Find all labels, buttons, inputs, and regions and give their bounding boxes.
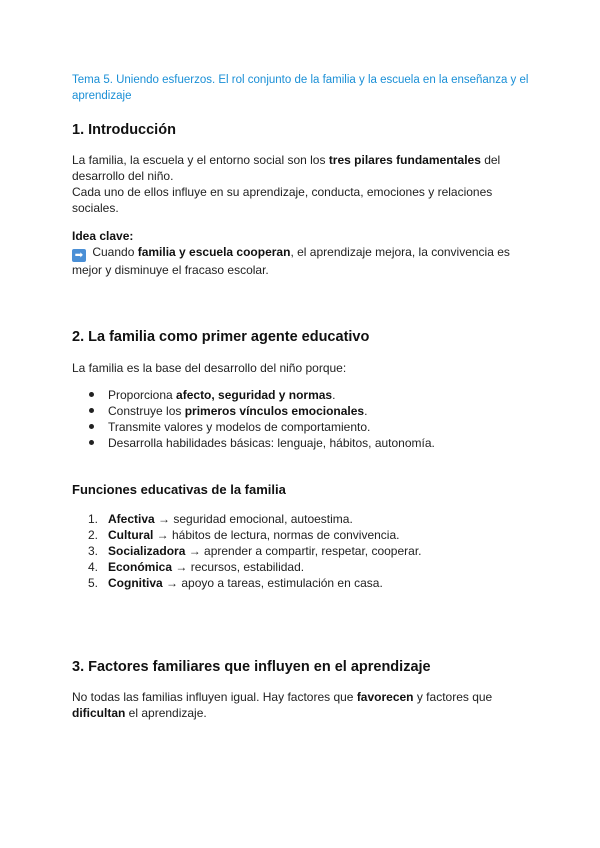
list-item: 2. Cultural → hábitos de lectura, normas de convivencia. <box>88 528 400 542</box>
section-3-heading: 3. Factores familiares que influyen en el aprendizaje <box>72 659 431 675</box>
bullet-list <box>72 387 528 451</box>
list-item: Transmite valores y modelos de comportamiento. <box>72 419 528 435</box>
list-item: Desarrolla habilidades básicas: lenguaje, hábitos, autonomía. <box>72 435 528 451</box>
bullet-icon <box>89 392 94 397</box>
idea-clave-label: Idea clave: <box>72 229 134 243</box>
functions-list <box>72 511 528 591</box>
section-1-heading: 1. Introducción <box>72 122 176 138</box>
arrow-right-icon: ➡ <box>72 249 86 262</box>
intro-paragraph-2: Cada uno de ellos influye en su aprendizaje, conducta, emociones y relaciones sociales. <box>72 185 493 215</box>
list-item: 1. Afectiva → seguridad emocional, autoestima. <box>88 512 353 526</box>
intro-paragraph-1: La familia, la escuela y el entorno social son los tres pilares fundamentales del desarrollo del niño. <box>72 153 501 183</box>
bullet-icon <box>89 408 94 413</box>
bullet-icon <box>89 424 94 429</box>
section-2-intro: La familia es la base del desarrollo del niño porque: <box>72 361 347 375</box>
functions-subheading: Funciones educativas de la familia <box>72 482 286 497</box>
document-header: Tema 5. Uniendo esfuerzos. El rol conjunto de la familia y la escuela en la enseñanza y el aprendizaje <box>72 74 529 102</box>
list-item: Proporciona afecto, seguridad y normas. <box>72 387 528 403</box>
idea-clave-block: Idea clave: ➡ Cuando familia y escuela cooperan, el aprendizaje mejora, la convivencia es mejor y disminuye el fracaso escolar. <box>72 229 510 277</box>
section-3-paragraph: No todas las familias influyen igual. Hay factores que favorecen y factores que dificultan el aprendizaje. <box>72 690 493 720</box>
list-item: Construye los primeros vínculos emocionales. <box>72 403 528 419</box>
section-2-heading: 2. La familia como primer agente educativo <box>72 329 370 345</box>
list-item: 5. Cognitiva → apoyo a tareas, estimulación en casa. <box>88 576 383 590</box>
list-item: 3. Socializadora → aprender a compartir, respetar, cooperar. <box>88 544 422 558</box>
list-item: 4. Económica → recursos, estabilidad. <box>88 560 305 574</box>
bullet-icon <box>89 440 94 445</box>
